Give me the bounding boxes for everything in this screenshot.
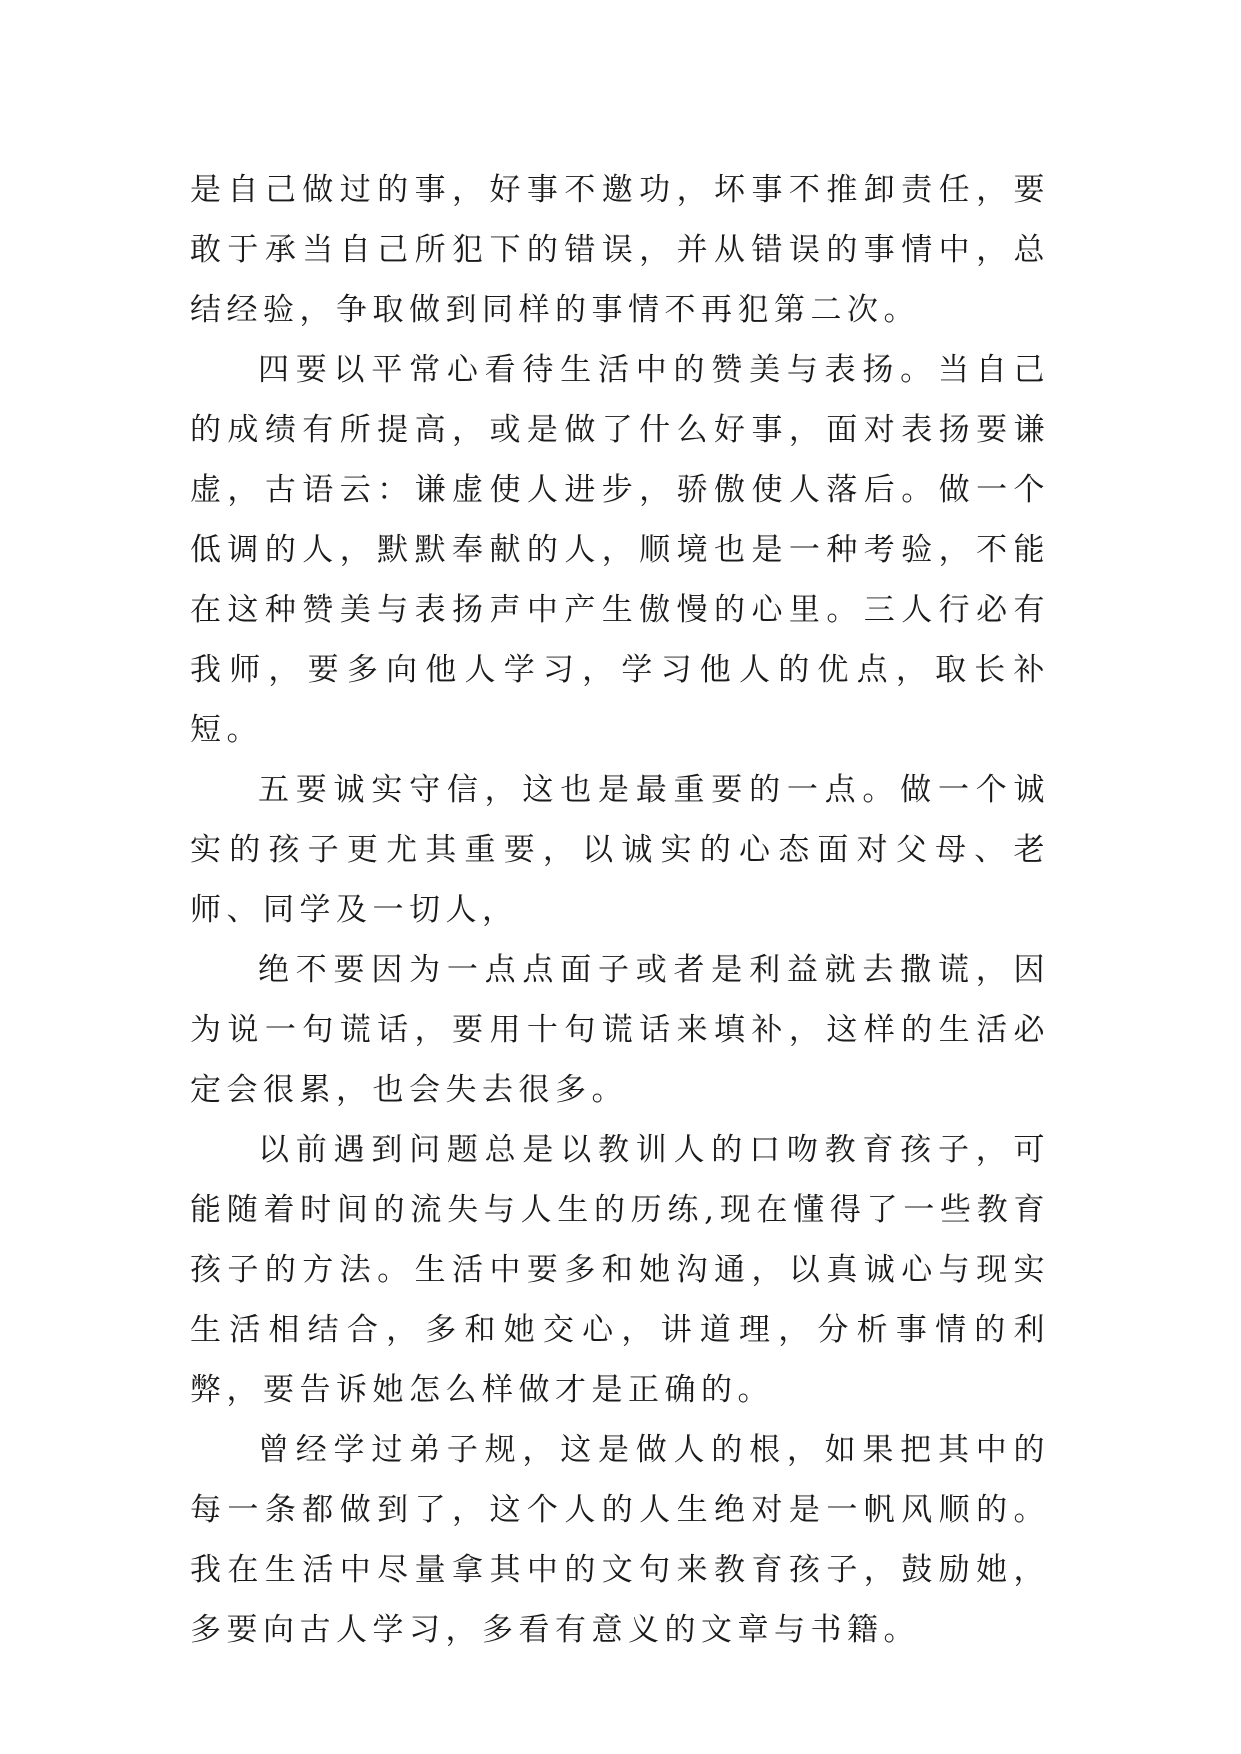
body-text xyxy=(190,160,1050,1660)
paragraph-4: 绝不要因为一点点面子或者是利益就去撒谎，因为说一句谎话，要用十句谎话来填补，这样的生活必定会很累，也会失去很多。 xyxy=(190,952,1050,1108)
paragraph-6: 曾经学过弟子规，这是做人的根，如果把其中的每一条都做到了，这个人的人生绝对是一帆风顺的。我在生活中尽量拿其中的文句来教育孩子，鼓励她，多要向古人学习，多看有意义的文章与书籍。 xyxy=(190,1432,1050,1648)
paragraph-5: 以前遇到问题总是以教训人的口吻教育孩子，可能随着时间的流失与人生的历练,现在懂得了一些教育孩子的方法。生活中要多和她沟通，以真诚心与现实生活相结合，多和她交心，讲道理，分析事情的利弊，要告诉她怎么样做才是正确的。 xyxy=(190,1132,1050,1408)
paragraph-3: 五要诚实守信，这也是最重要的一点。做一个诚实的孩子更尤其重要，以诚实的心态面对父母、老师、同学及一切人， xyxy=(190,772,1050,928)
paragraph-1: 是自己做过的事，好事不邀功，坏事不推卸责任，要敢于承当自己所犯下的错误，并从错误的事情中，总结经验，争取做到同样的事情不再犯第二次。 xyxy=(190,172,1050,328)
paragraph-2: 四要以平常心看待生活中的赞美与表扬。当自己的成绩有所提高，或是做了什么好事，面对表扬要谦虚，古语云：谦虚使人进步，骄傲使人落后。做一个低调的人，默默奉献的人，顺境也是一种考验，不能在这种赞美与表扬声中产生傲慢的心里。三人行必有我师，要多向他人学习，学习他人的优点，取长补短。 xyxy=(190,352,1050,748)
